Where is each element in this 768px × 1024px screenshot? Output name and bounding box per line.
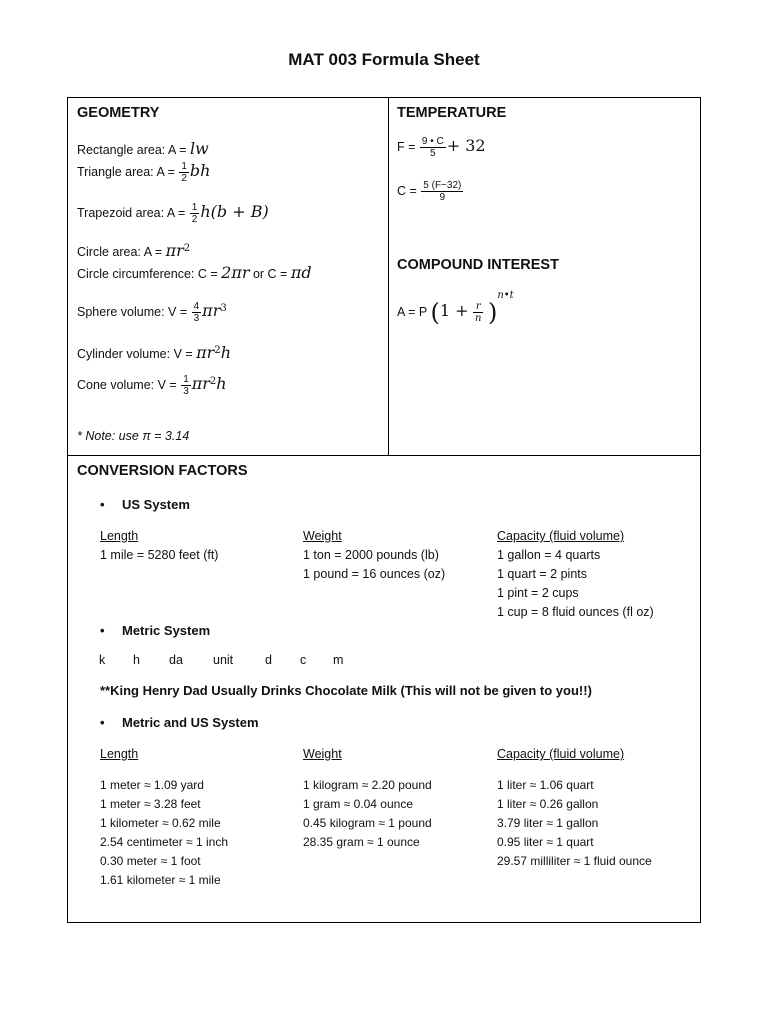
one-half-fraction: $\frac{1}{2}$ — [181, 161, 187, 185]
list-item: 28.35 gram ≈ 1 ounce — [303, 835, 420, 849]
temperature-section — [388, 97, 701, 456]
us-capacity-heading: Capacity (fluid volume) — [497, 529, 625, 543]
metric-prefix-d: d — [265, 653, 272, 667]
cylinder-volume-formula: Cylinder volume: $V = \pi r^2h$ — [77, 343, 232, 362]
conversion-heading: CONVERSION FACTORS — [77, 463, 248, 479]
page-title: MAT 003 Formula Sheet — [288, 50, 480, 69]
list-item: 3.79 liter ≈ 1 gallon — [497, 816, 599, 830]
mnemonic-note: **King Henry Dad Usually Drinks Chocolate Milk (This will not be given to you!!) — [100, 683, 592, 698]
mu-capacity-list — [497, 776, 652, 871]
us-length-heading: Length — [100, 529, 139, 543]
us-capacity-list — [497, 546, 654, 622]
list-item: 1 gallon = 4 quarts — [497, 548, 601, 562]
us-weight-heading: Weight — [303, 529, 342, 543]
mu-length-heading: Length — [100, 747, 139, 761]
sphere-volume-formula: Sphere volume: V = $\frac{4}{3}$ $\pi r^3$ — [77, 301, 227, 325]
cone-volume-formula: Cone volume: V = $\frac{1}{3}$ $\pi r^2h$ — [77, 374, 227, 398]
list-item: 0.95 liter ≈ 1 quart — [497, 835, 594, 849]
trapezoid-area-formula: Trapezoid area: A = $\frac{1}{2}$ h(b + B) — [77, 202, 269, 226]
triangle-area-formula: Triangle area: A = $\frac{1}{2}$ bh — [77, 161, 211, 185]
one-third-fraction: $\frac{1}{3}$ — [183, 374, 189, 398]
metric-prefix-da: da — [169, 653, 183, 667]
list-item: 1 meter ≈ 3.28 feet — [100, 797, 201, 811]
metric-prefix-m: m — [333, 653, 344, 667]
list-item: 1 quart = 2 pints — [497, 567, 587, 581]
metric-system-bullet: • Metric System — [100, 623, 211, 638]
metric-prefix-h: h — [133, 653, 140, 667]
list-item: 1 pint = 2 cups — [497, 586, 579, 600]
temperature-heading: TEMPERATURE — [397, 105, 507, 121]
fahrenheit-formula: F = $\frac{9 • C}{5}$ + 32 — [397, 136, 486, 160]
metric-prefix-k: k — [99, 653, 106, 667]
mu-weight-list — [303, 776, 432, 852]
compound-interest-heading: COMPOUND INTEREST — [397, 257, 559, 273]
list-item: 29.57 milliliter ≈ 1 fluid ounce — [497, 854, 652, 868]
list-item: 1 kilogram ≈ 2.20 pound — [303, 778, 432, 792]
list-item: 1 kilometer ≈ 0.62 mile — [100, 816, 221, 830]
mu-capacity-heading: Capacity (fluid volume) — [497, 747, 625, 761]
one-half-fraction: $\frac{1}{2}$ — [191, 202, 198, 226]
list-item: 1.61 kilometer ≈ 1 mile — [100, 873, 221, 887]
pi-note: * Note: use π = 3.14 — [77, 429, 190, 443]
nine-c-over-five-fraction: $\frac{9 • C}{5}$ — [421, 136, 444, 160]
r-over-n-fraction: $\frac{r}{n}$ — [475, 301, 482, 325]
list-item: 1 liter ≈ 1.06 quart — [497, 778, 594, 792]
geometry-heading: GEOMETRY — [77, 105, 160, 121]
list-item: 0.45 kilogram ≈ 1 pound — [303, 816, 432, 830]
list-item: 1 gram ≈ 0.04 ounce — [303, 797, 413, 811]
list-item: 1 cup = 8 fluid ounces (fl oz) — [497, 605, 654, 619]
mu-length-list — [100, 776, 228, 890]
compound-interest-formula: A = P (1 + $\frac{r}{n}$ )$^{n•t}$ — [397, 290, 514, 327]
list-item: 1 mile = 5280 feet (ft) — [100, 548, 219, 562]
metric-us-bullet: • Metric and US System — [100, 715, 259, 730]
geometry-section — [67, 97, 389, 456]
circle-circumference-formula: Circle circumference: C = 2πr or C = πd — [77, 263, 312, 282]
metric-prefix-unit: unit — [213, 653, 234, 667]
conversion-factors-section — [67, 455, 701, 923]
list-item: 1 pound = 16 ounces (oz) — [303, 567, 446, 581]
list-item: 1 liter ≈ 0.26 gallon — [497, 797, 599, 811]
rectangle-area-formula: Rectangle area: A = lw — [77, 139, 209, 158]
us-length-list — [100, 546, 218, 565]
list-item: 0.30 meter ≈ 1 foot — [100, 854, 201, 868]
celsius-formula: C = $\frac{5 (F-32)}{9}$ — [397, 180, 462, 203]
us-weight-list — [303, 546, 445, 584]
mu-weight-heading: Weight — [303, 747, 342, 761]
list-item: 2.54 centimeter ≈ 1 inch — [100, 835, 228, 849]
circle-area-formula: Circle area: $A = \pi r^2$ — [77, 241, 191, 260]
celsius-fraction: $\frac{5 (F-32)}{9}$ — [423, 180, 462, 203]
metric-prefix-c: c — [300, 653, 307, 667]
list-item: 1 meter ≈ 1.09 yard — [100, 778, 204, 792]
four-thirds-fraction: $\frac{4}{3}$ — [193, 301, 200, 325]
us-system-bullet: • US System — [100, 497, 190, 512]
list-item: 1 ton = 2000 pounds (lb) — [303, 548, 439, 562]
